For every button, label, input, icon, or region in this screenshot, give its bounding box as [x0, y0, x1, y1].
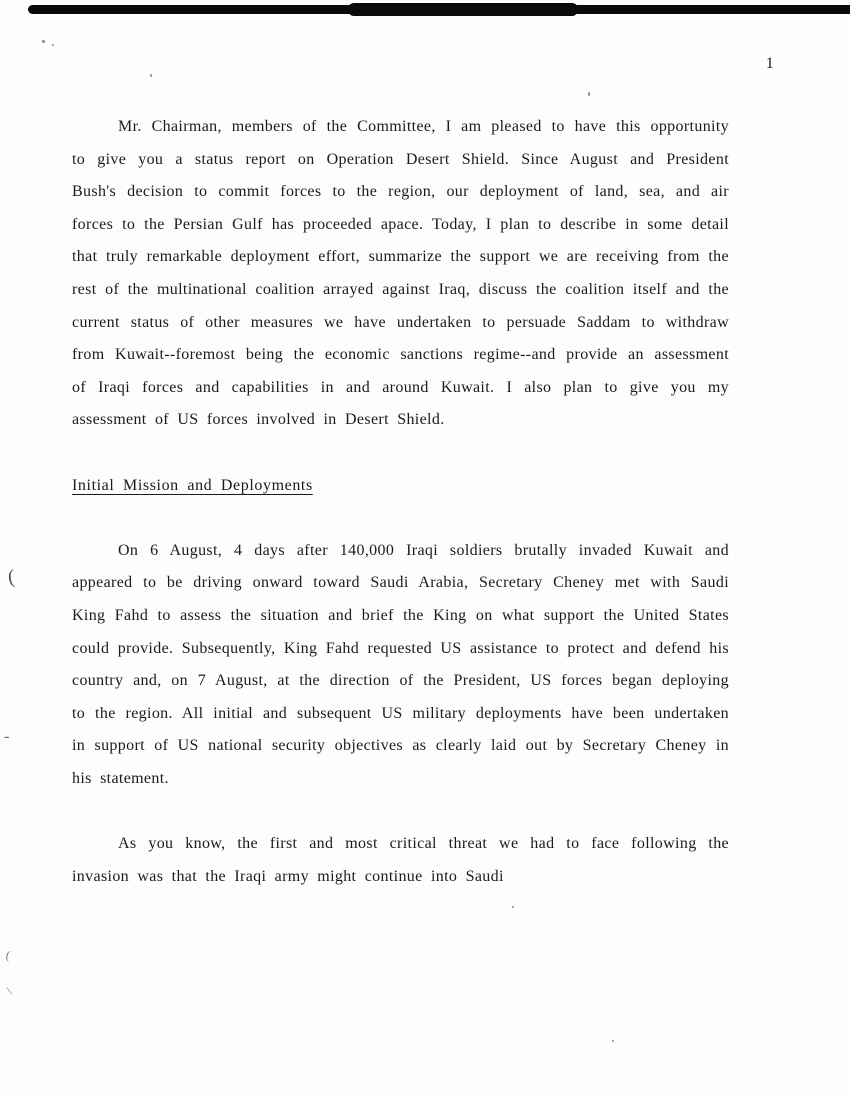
scan-speck: [150, 74, 152, 77]
scan-artifact-tick: (: [4, 947, 12, 963]
paragraph-mission-deployments: On 6 August, 4 days after 140,000 Iraqi soldiers brutally invaded Kuwait and appeared to be driving onward toward Saudi Arabia, Secretary Cheney met with Saudi King Fahd to assess the situation and brief the King on what support the United States could provide. Subsequently, King Fahd requested US assistance to protect and defend his country and, on 7 August, at the direction of the President, US forces began deploying to the region. All initial and subsequent US military deployments have been undertaken in support of US national security objectives as clearly laid out by Secretary Cheney in his statement.: [72, 541, 729, 787]
paragraph-critical-threat: As you know, the first and most critical threat we had to face following the invasion was that the Iraqi army might continue into Saudi: [72, 835, 729, 885]
scan-speck: [588, 92, 590, 96]
paragraph-intro: Mr. Chairman, members of the Committee, I am pleased to have this opportunity to give you a status report on Operation Desert Shield. Since August and President Bush's decision to commit forces to the region, our deployment of land, sea, and air forces to the Persian Gulf has proceeded apace. Today, I plan to describe in some detail that truly remarkable deployment effort, summarize the support we are receiving from the rest of the multinational coalition arrayed against Iraq, discuss the coalition itself and the current status of other measures we have undertaken to persuade Saddam to withdraw from Kuwait--foremost being the economic sanctions regime--and provide an assessment of Iraqi forces and capabilities in and around Kuwait. I also plan to give you my assessment of US forces involved in Desert Shield.: [72, 118, 729, 429]
scan-speck: [612, 1040, 614, 1042]
section-heading-initial-mission: Initial Mission and Deployments: [72, 476, 313, 494]
scan-speck: [52, 44, 54, 46]
scan-artifact-paren: (: [6, 565, 16, 589]
page-number: 1: [765, 55, 774, 72]
scan-artifact-dash: -: [4, 728, 10, 745]
document-body: [72, 111, 729, 926]
scan-edge-bar: [28, 5, 850, 14]
scan-artifact-tick: \: [5, 983, 14, 999]
scan-speck: [42, 40, 45, 43]
